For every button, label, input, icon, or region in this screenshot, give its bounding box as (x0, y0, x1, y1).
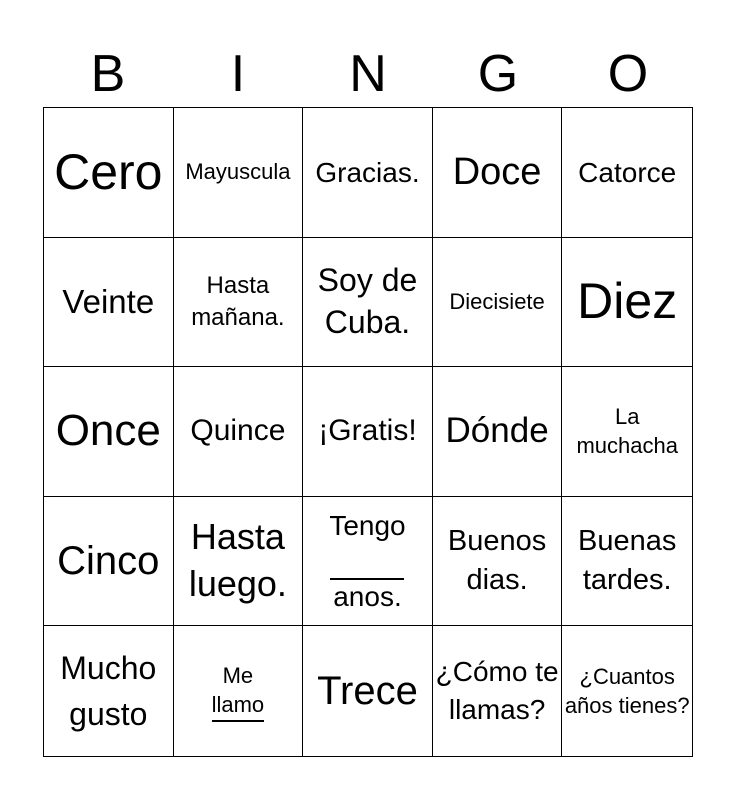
cell-text: ¿Cómo te llamas? (435, 655, 559, 726)
me-word: Me (222, 662, 254, 688)
tengo-word: Tengo (329, 509, 406, 541)
cell-text: Buenos dias. (447, 524, 547, 597)
bingo-cell[interactable] (303, 367, 433, 497)
cell-text: Cero (54, 143, 163, 200)
bingo-cell[interactable] (174, 626, 304, 756)
bingo-cell[interactable] (174, 497, 304, 627)
cell-text: Cinco (57, 539, 160, 584)
header-letter-n: N (349, 45, 387, 103)
bingo-cell[interactable] (44, 108, 174, 238)
bingo-cell[interactable] (433, 497, 563, 627)
bingo-cell[interactable] (562, 497, 692, 627)
bingo-cell[interactable] (44, 367, 174, 497)
cell-text: Diecisiete (449, 289, 545, 315)
cell-text (212, 661, 265, 722)
cell-text: ¡Gratis! (318, 414, 417, 448)
answer-blank (212, 720, 264, 722)
cell-text: Quince (190, 414, 286, 448)
cell-text: Trece (317, 669, 418, 714)
bingo-cell[interactable] (433, 626, 563, 756)
cell-text: Mucho gusto (60, 649, 157, 733)
cell-text: Gracias. (315, 156, 420, 188)
bingo-cell[interactable] (303, 497, 433, 627)
bingo-cell[interactable] (562, 626, 692, 756)
header-letter-g: G (477, 45, 519, 103)
answer-blank (330, 542, 404, 580)
cell-text: Soy de Cuba. (317, 262, 418, 340)
cell-text: Doce (452, 150, 542, 193)
bingo-cell[interactable] (44, 626, 174, 756)
cell-text: Dónde (445, 411, 549, 451)
bingo-cell[interactable] (174, 367, 304, 497)
bingo-cell[interactable] (44, 238, 174, 368)
bingo-cell[interactable] (303, 108, 433, 238)
cell-text: Hasta mañana. (191, 271, 285, 331)
cell-text: ¿Cuantos años tienes? (564, 663, 690, 719)
cell-text: Diez (577, 273, 678, 330)
cell-text (329, 509, 405, 614)
header-letter-o: O (607, 45, 649, 103)
bingo-cell[interactable] (303, 238, 433, 368)
llamo-word: llamo (211, 692, 265, 718)
cell-text: Once (55, 406, 161, 456)
bingo-cell[interactable] (433, 238, 563, 368)
bingo-cell[interactable] (433, 108, 563, 238)
bingo-cell[interactable] (44, 497, 174, 627)
llamo-line (212, 690, 265, 722)
anos-word: anos. (333, 581, 402, 613)
cell-text: Buenas tardes. (578, 524, 677, 597)
bingo-cell[interactable] (174, 108, 304, 238)
bingo-cell[interactable] (562, 238, 692, 368)
bingo-card (43, 107, 693, 757)
cell-text: Catorce (578, 156, 677, 188)
bingo-cell[interactable] (562, 108, 692, 238)
cell-text: Mayuscula (185, 159, 291, 185)
header-letter-i: I (230, 45, 246, 103)
bingo-cell[interactable] (303, 626, 433, 756)
header-letter-b: B (90, 45, 126, 103)
cell-text: Hasta luego. (188, 516, 287, 605)
bingo-cell[interactable] (562, 367, 692, 497)
cell-text: Veinte (62, 283, 155, 321)
bingo-cell[interactable] (174, 238, 304, 368)
cell-text: La muchacha (576, 403, 678, 459)
bingo-cell[interactable] (433, 367, 563, 497)
bingo-header (43, 40, 693, 108)
